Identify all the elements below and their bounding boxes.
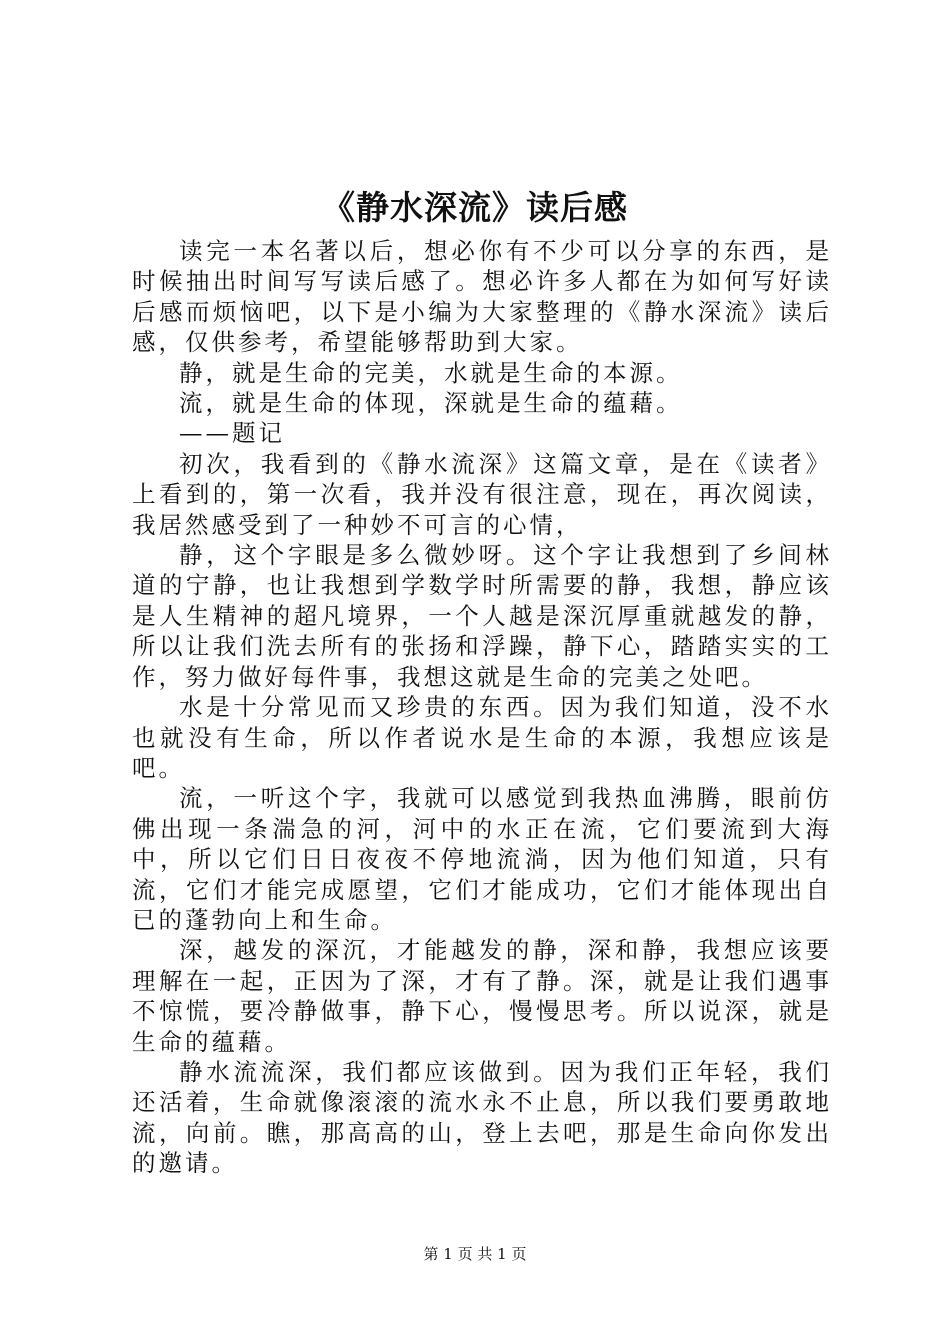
paragraph-shui: 水是十分常见而又珍贵的东西。因为我们知道，没不水也就没有生命，所以作者说水是生命的本源，我想应该是吧。: [132, 693, 832, 782]
paragraph-epigraph-2: 流，就是生命的体现，深就是生命的蕴藉。: [179, 389, 683, 418]
paragraph-conclusion: 静水流流深，我们都应该做到。因为我们正年轻，我们还活着，生命就像滚滚的流水永不止息，所以我们要勇敢地流，向前。瞧，那高高的山，登上去吧，那是生命向你发出的邀请。: [132, 1057, 832, 1178]
paragraph-epigraph-source: ——题记: [179, 419, 285, 448]
paragraph-liu: 流，一听这个字，我就可以感觉到我热血沸腾，眼前仿佛出现一条湍急的河，河中的水正在流，它们要流到大海中，所以它们日日夜夜不停地流淌，因为他们知道，只有流，它们才能完成愿望，它们才能成功，它们才能体现出自已的蓬勃向上和生命。: [132, 784, 832, 934]
document-body: [132, 236, 832, 1179]
paragraph-shen: 深，越发的深沉，才能越发的静，深和静，我想应该要理解在一起，正因为了深，才有了静。深，就是让我们遇事不惊慌，要冷静做事，静下心，慢慢思考。所以说深，就是生命的蕴藉。: [132, 936, 832, 1056]
document-title: 《静水深流》读后感: [322, 188, 628, 227]
paragraph-intro: 读完一本名著以后，想必你有不少可以分享的东西，是时候抽出时间写写读后感了。想必许多人都在为如何写好读后感而烦恼吧，以下是小编为大家整理的《静水深流》读后感，仅供参考，希望能够帮助到大家。: [132, 237, 832, 357]
paragraph-first-reading: 初次，我看到的《静水流深》这篇文章，是在《读者》上看到的，第一次看，我并没有很注意，现在，再次阅读，我居然感受到了一种妙不可言的心情，: [132, 449, 832, 539]
page-number-footer: 第 1 页 共 1 页: [423, 1245, 527, 1263]
paragraph-epigraph-1: 静，就是生命的完美，水就是生命的本源。: [179, 358, 683, 387]
paragraph-jing: 静，这个字眼是多么微妙呀。这个字让我想到了乡间林道的宁静，也让我想到学数学时所需要的静，我想，静应该是人生精神的超凡境界，一个人越是深沉厚重就越发的静，所以让我们洗去所有的张扬和浮躁，静下心，踏踏实实的工作，努力做好每件事，我想这就是生命的完美之处吧。: [132, 541, 832, 691]
